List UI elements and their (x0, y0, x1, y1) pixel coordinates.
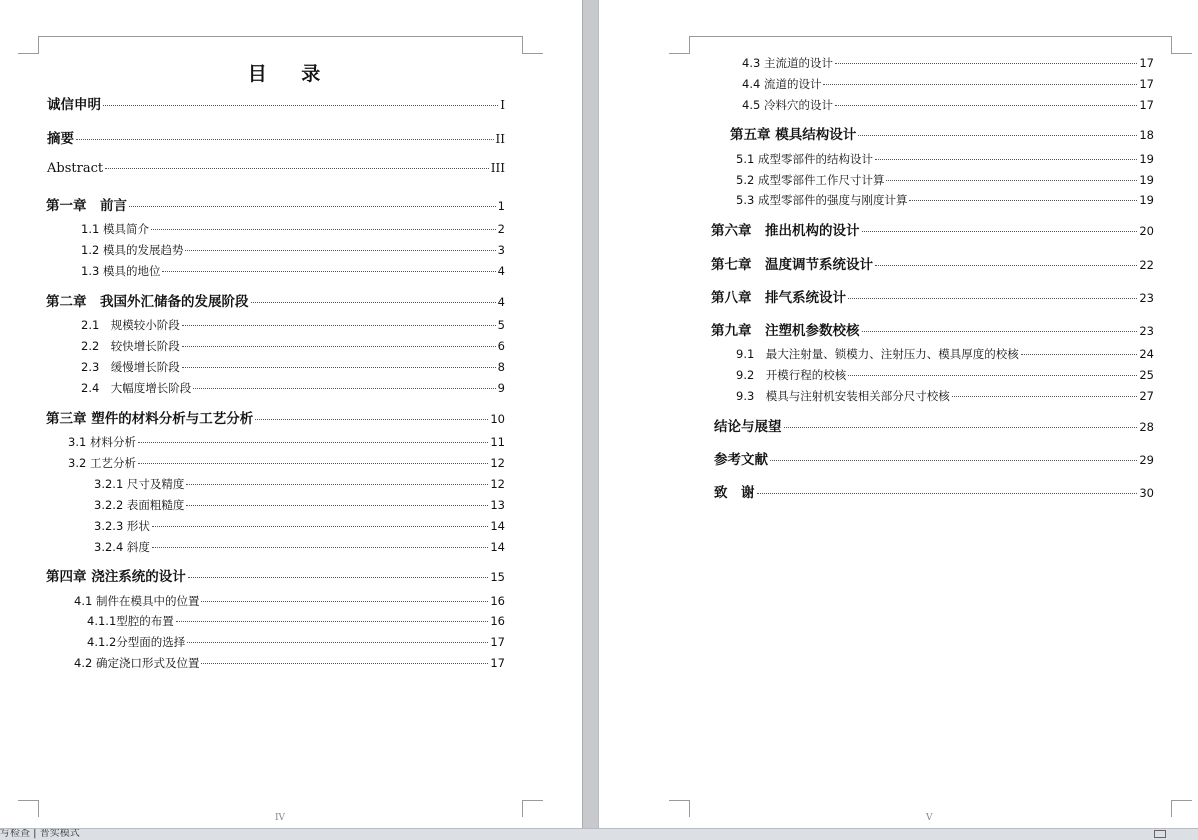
toc-entry-page: 15 (490, 570, 505, 584)
toc-entry-page: 14 (490, 540, 505, 554)
page-gutter (582, 0, 599, 828)
crop-mark (1171, 36, 1192, 54)
toc-entry-label: 第四章 浇注系统的设计 (46, 569, 186, 585)
leader-dots (188, 577, 489, 578)
toc-entry[interactable] (714, 415, 1154, 435)
crop-mark (522, 36, 543, 54)
crop-mark (18, 800, 39, 817)
leader-dots (875, 265, 1137, 266)
leader-dots (862, 231, 1138, 232)
toc-entry-label: 第七章 温度调节系统设计 (711, 257, 873, 273)
toc-entry-label: Abstract (47, 161, 104, 176)
status-bar-text: 写检查 | 普实模式 (0, 828, 80, 839)
toc-entry-label: 2.3 缓慢增长阶段 (81, 360, 180, 374)
status-bar (0, 828, 1198, 840)
crop-mark (522, 800, 543, 817)
toc-entry-label: 3.2.2 表面粗糙度 (94, 498, 185, 512)
leader-dots (193, 388, 495, 389)
toc-entry[interactable] (736, 151, 1154, 167)
toc-entry[interactable] (81, 317, 505, 333)
toc-entry-page: 24 (1139, 347, 1154, 361)
toc-entry[interactable] (87, 613, 505, 629)
toc-entry-page: 22 (1139, 258, 1154, 272)
toc-entry-label: 2.1 规模较小阶段 (81, 318, 180, 332)
leader-dots (757, 493, 1138, 494)
toc-entry-label: 第九章 注塑机参数校核 (711, 323, 860, 339)
leader-dots (909, 200, 1137, 201)
toc-entry-page: 19 (1139, 193, 1154, 207)
leader-dots (201, 663, 488, 664)
toc-entry-page: 27 (1139, 389, 1154, 403)
toc-entry[interactable] (736, 388, 1154, 404)
leader-dots (875, 159, 1137, 160)
toc-entry-label: 4.3 主流道的设计 (742, 56, 833, 70)
page-number: V (926, 813, 933, 823)
toc-entry-page: 29 (1139, 453, 1154, 467)
toc-entry-page: 28 (1139, 420, 1154, 434)
toc-entry-page: 14 (490, 519, 505, 533)
document-page-left (0, 0, 582, 828)
toc-entry-label: 3.2.3 形状 (94, 519, 150, 533)
toc-entry-page: 17 (490, 635, 505, 649)
leader-dots (182, 325, 496, 326)
toc-entry-label: 致 谢 (714, 485, 755, 501)
toc-entry-label: 5.3 成型零部件的强度与刚度计算 (736, 193, 908, 207)
toc-entry[interactable] (736, 346, 1154, 362)
toc-entry-page: 12 (490, 456, 505, 470)
toc-entry-label: 3.1 材料分析 (68, 435, 136, 449)
toc-entry-label: 第八章 排气系统设计 (711, 290, 846, 306)
toc-entry-page: 12 (490, 477, 505, 491)
leader-dots (182, 346, 496, 347)
toc-entry-label: 第六章 推出机构的设计 (711, 223, 860, 239)
crop-mark (1171, 800, 1192, 817)
toc-entry[interactable] (46, 290, 505, 310)
crop-mark (669, 800, 690, 817)
toc-entry-label: 结论与展望 (714, 419, 782, 435)
toc-entry-page: 5 (497, 318, 505, 332)
toc-entry[interactable] (68, 434, 505, 450)
toc-entry-page: 6 (497, 339, 505, 353)
leader-dots (182, 367, 496, 368)
toc-entry[interactable] (714, 448, 1154, 468)
leader-dots (152, 526, 488, 527)
toc-entry-page: 8 (497, 360, 505, 374)
toc-entry[interactable] (81, 221, 505, 237)
toc-entry-page: 16 (490, 614, 505, 628)
toc-entry-label: 3.2.4 斜度 (94, 540, 150, 554)
leader-dots (835, 105, 1137, 106)
leader-dots (1021, 354, 1138, 355)
toc-entry-label: 摘要 (47, 131, 74, 147)
toc-entry-label: 2.4 大幅度增长阶段 (81, 381, 192, 395)
toc-entry[interactable] (94, 518, 505, 534)
leader-dots (103, 105, 498, 106)
header-line (38, 36, 522, 37)
toc-entry-page: 30 (1139, 486, 1154, 500)
leader-dots (823, 84, 1137, 85)
toc-entry-label: 1.1 模具简介 (81, 222, 149, 236)
toc-entry[interactable] (714, 481, 1154, 501)
toc-entry-page: 23 (1139, 324, 1154, 338)
toc-entry[interactable] (81, 242, 505, 258)
toc-entry-page: 17 (1139, 56, 1154, 70)
leader-dots (835, 63, 1137, 64)
toc-entry[interactable] (68, 455, 505, 471)
toc-entry-label: 2.2 较快增长阶段 (81, 339, 180, 353)
leader-dots (138, 442, 488, 443)
toc-entry-label: 第三章 塑件的材料分析与工艺分析 (46, 411, 254, 427)
toc-entry-label: 3.2 工艺分析 (68, 456, 136, 470)
leader-dots (186, 505, 488, 506)
toc-entry-page: 2 (497, 222, 505, 236)
leader-dots (848, 298, 1137, 299)
leader-dots (201, 601, 488, 602)
header-line (689, 36, 1171, 37)
toc-entry[interactable] (736, 192, 1154, 208)
toc-entry[interactable] (47, 127, 505, 147)
toc-entry[interactable] (94, 539, 505, 555)
toc-entry[interactable] (87, 634, 505, 650)
toc-entry-page: 4 (497, 264, 505, 278)
toc-entry-label: 9.1 最大注射量、锁模力、注射压力、模具厚度的校核 (736, 347, 1019, 361)
toc-entry[interactable] (47, 161, 505, 176)
toc-entry-label: 5.1 成型零部件的结构设计 (736, 152, 873, 166)
toc-entry[interactable] (711, 253, 1154, 273)
leader-dots (162, 271, 495, 272)
toc-entry-page: 16 (490, 594, 505, 608)
crop-mark (669, 36, 690, 54)
toc-entry[interactable] (81, 338, 505, 354)
toc-entry-page: II (495, 132, 505, 146)
toc-entry-label: 5.2 成型零部件工作尺寸计算 (736, 173, 885, 187)
toc-entry-label: 4.4 流道的设计 (742, 77, 822, 91)
toc-entry[interactable] (81, 263, 505, 279)
toc-entry[interactable] (47, 93, 505, 113)
toc-entry-label: 诚信申明 (47, 97, 101, 113)
toc-entry[interactable] (742, 55, 1154, 71)
toc-entry-page: 11 (490, 435, 505, 449)
toc-entry[interactable] (74, 593, 505, 609)
leader-dots (886, 180, 1137, 181)
toc-entry-label: 9.2 开模行程的校核 (736, 368, 847, 382)
toc-entry-label: 第一章 前言 (46, 198, 127, 214)
toc-entry-page: III (490, 161, 505, 175)
leader-dots (151, 229, 496, 230)
toc-entry[interactable] (730, 123, 1154, 143)
leader-dots (176, 621, 489, 622)
toc-entry-page: 13 (490, 498, 505, 512)
toc-title: 目 录 (247, 63, 335, 85)
leader-dots (185, 250, 495, 251)
toc-entry[interactable] (81, 380, 505, 396)
toc-entry-page: 19 (1139, 173, 1154, 187)
leader-dots (770, 460, 1137, 461)
toc-entry-label: 3.2.1 尺寸及精度 (94, 477, 185, 491)
toc-entry-page: 17 (1139, 98, 1154, 112)
toc-entry[interactable] (46, 407, 505, 427)
leader-dots (862, 331, 1138, 332)
toc-entry-page: 18 (1139, 128, 1154, 142)
leader-dots (784, 427, 1138, 428)
leader-dots (138, 463, 488, 464)
toc-entry[interactable] (74, 655, 505, 671)
toc-entry[interactable] (711, 286, 1154, 306)
toc-entry-page: 20 (1139, 224, 1154, 238)
toc-entry[interactable] (736, 172, 1154, 188)
toc-entry-label: 9.3 模具与注射机安装相关部分尺寸校核 (736, 389, 950, 403)
toc-entry-label: 4.5 冷料穴的设计 (742, 98, 833, 112)
toc-entry[interactable] (46, 194, 505, 214)
leader-dots (152, 547, 488, 548)
toc-entry-label: 第二章 我国外汇储备的发展阶段 (46, 294, 249, 310)
toc-entry-page: 4 (497, 295, 505, 309)
toc-entry-label: 4.1 制件在模具中的位置 (74, 594, 200, 608)
toc-entry-page: 23 (1139, 291, 1154, 305)
toc-entry[interactable] (711, 319, 1154, 339)
leader-dots (129, 206, 496, 207)
toc-entry[interactable] (742, 97, 1154, 113)
toc-entry-label: 4.1.2分型面的选择 (87, 635, 186, 649)
leader-dots (952, 396, 1138, 397)
view-mode-icon[interactable] (1154, 830, 1166, 838)
toc-entry-page: 17 (490, 656, 505, 670)
toc-entry-page: I (500, 98, 505, 112)
leader-dots (251, 302, 496, 303)
toc-entry-page: 17 (1139, 77, 1154, 91)
leader-dots (105, 168, 489, 169)
toc-entry-label: 4.1.1型腔的布置 (87, 614, 174, 628)
document-page-right (599, 0, 1198, 828)
toc-entry-label: 1.3 模具的地位 (81, 264, 161, 278)
crop-mark (18, 36, 39, 54)
toc-entry[interactable] (81, 359, 505, 375)
toc-entry-page: 19 (1139, 152, 1154, 166)
toc-entry-page: 9 (497, 381, 505, 395)
leader-dots (76, 139, 494, 140)
leader-dots (858, 135, 1137, 136)
toc-entry-label: 第五章 模具结构设计 (730, 127, 857, 143)
toc-entry-page: 25 (1139, 368, 1154, 382)
toc-entry-label: 参考文献 (714, 452, 768, 468)
toc-entry[interactable] (742, 76, 1154, 92)
leader-dots (187, 642, 488, 643)
leader-dots (848, 375, 1137, 376)
toc-entry-label: 1.2 模具的发展趋势 (81, 243, 184, 257)
leader-dots (186, 484, 488, 485)
toc-entry[interactable] (736, 367, 1154, 383)
toc-entry[interactable] (94, 476, 505, 492)
toc-entry[interactable] (711, 219, 1154, 239)
leader-dots (255, 419, 488, 420)
toc-entry[interactable] (94, 497, 505, 513)
toc-entry-label: 4.2 确定浇口形式及位置 (74, 656, 200, 670)
toc-entry-page: 10 (490, 412, 505, 426)
toc-entry-page: 1 (497, 199, 505, 213)
toc-entry[interactable] (46, 565, 505, 585)
toc-entry-page: 3 (497, 243, 505, 257)
page-number: IV (275, 813, 286, 823)
